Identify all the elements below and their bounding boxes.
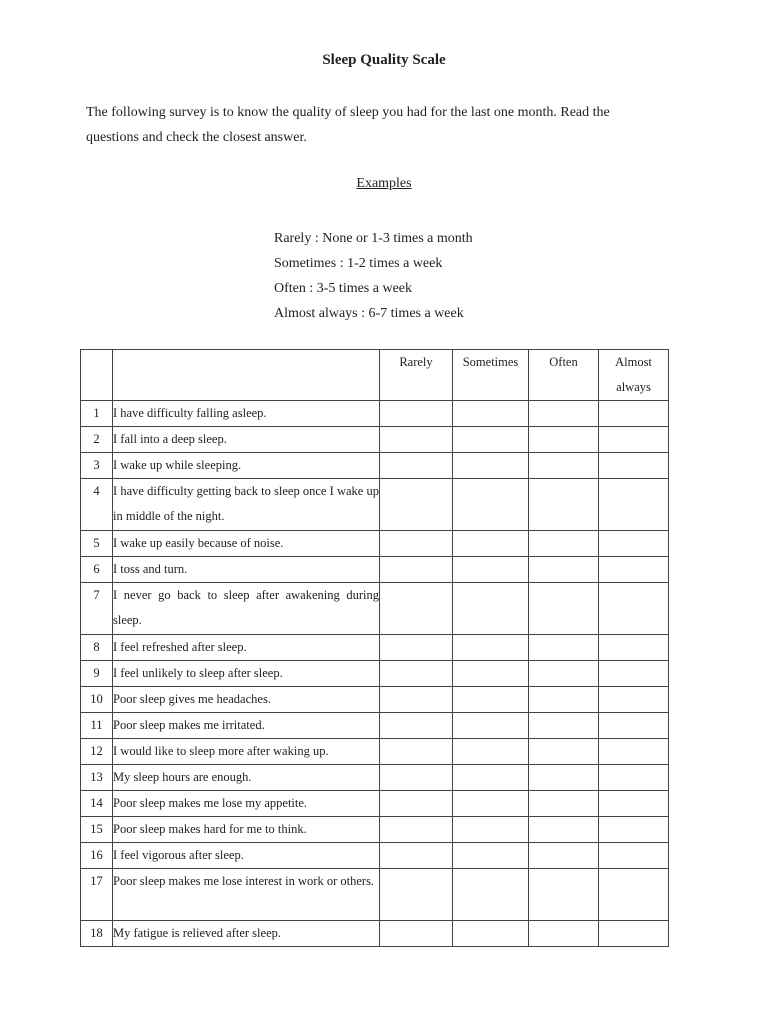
answer-cell-sometimes[interactable] xyxy=(453,453,529,479)
question-text: My sleep hours are enough. xyxy=(113,765,380,791)
answer-cell-rarely[interactable] xyxy=(380,531,453,557)
answer-cell-rarely[interactable] xyxy=(380,765,453,791)
answer-cell-often[interactable] xyxy=(529,557,599,583)
answer-cell-almost-always[interactable] xyxy=(599,661,669,687)
answer-cell-often[interactable] xyxy=(529,713,599,739)
answer-cell-often[interactable] xyxy=(529,765,599,791)
question-text: Poor sleep gives me headaches. xyxy=(113,687,380,713)
header-almost-always: Almost always xyxy=(599,350,669,401)
answer-cell-sometimes[interactable] xyxy=(453,765,529,791)
question-number: 17 xyxy=(81,869,113,921)
answer-cell-sometimes[interactable] xyxy=(453,661,529,687)
answer-cell-rarely[interactable] xyxy=(380,739,453,765)
answer-cell-often[interactable] xyxy=(529,583,599,635)
answer-cell-almost-always[interactable] xyxy=(599,843,669,869)
answer-cell-sometimes[interactable] xyxy=(453,713,529,739)
table-row xyxy=(81,765,669,791)
answer-cell-often[interactable] xyxy=(529,739,599,765)
question-text: I feel refreshed after sleep. xyxy=(113,635,380,661)
question-text: Poor sleep makes me lose interest in work or others. xyxy=(113,869,380,921)
answer-cell-almost-always[interactable] xyxy=(599,713,669,739)
question-number: 15 xyxy=(81,817,113,843)
survey-table xyxy=(80,349,669,947)
answer-cell-sometimes[interactable] xyxy=(453,687,529,713)
question-text: I never go back to sleep after awakening during sleep. xyxy=(113,583,380,635)
page-title: Sleep Quality Scale xyxy=(322,52,446,68)
answer-cell-often[interactable] xyxy=(529,817,599,843)
question-number: 7 xyxy=(81,583,113,635)
answer-cell-sometimes[interactable] xyxy=(453,921,529,947)
answer-cell-often[interactable] xyxy=(529,687,599,713)
question-text: Poor sleep makes hard for me to think. xyxy=(113,817,380,843)
answer-cell-almost-always[interactable] xyxy=(599,557,669,583)
question-text: My fatigue is relieved after sleep. xyxy=(113,921,380,947)
answer-cell-often[interactable] xyxy=(529,921,599,947)
answer-cell-almost-always[interactable] xyxy=(599,427,669,453)
table-row xyxy=(81,791,669,817)
answer-cell-rarely[interactable] xyxy=(380,583,453,635)
table-row xyxy=(81,713,669,739)
answer-cell-rarely[interactable] xyxy=(380,921,453,947)
table-row xyxy=(81,921,669,947)
answer-cell-often[interactable] xyxy=(529,843,599,869)
intro-line-2: questions and check the closest answer. xyxy=(86,130,307,145)
header-number xyxy=(81,350,113,401)
answer-cell-rarely[interactable] xyxy=(380,635,453,661)
answer-cell-rarely[interactable] xyxy=(380,817,453,843)
answer-cell-rarely[interactable] xyxy=(380,557,453,583)
answer-cell-sometimes[interactable] xyxy=(453,401,529,427)
question-number: 5 xyxy=(81,531,113,557)
answer-cell-almost-always[interactable] xyxy=(599,687,669,713)
question-text: I wake up easily because of noise. xyxy=(113,531,380,557)
examples-heading: Examples xyxy=(356,176,412,191)
answer-cell-sometimes[interactable] xyxy=(453,427,529,453)
answer-cell-rarely[interactable] xyxy=(380,843,453,869)
question-number: 3 xyxy=(81,453,113,479)
question-text: Poor sleep makes me irritated. xyxy=(113,713,380,739)
question-number: 1 xyxy=(81,401,113,427)
question-text: I have difficulty falling asleep. xyxy=(113,401,380,427)
answer-cell-often[interactable] xyxy=(529,427,599,453)
answer-cell-often[interactable] xyxy=(529,401,599,427)
answer-cell-almost-always[interactable] xyxy=(599,869,669,921)
answer-cell-rarely[interactable] xyxy=(380,791,453,817)
table-row xyxy=(81,843,669,869)
examples-list xyxy=(274,226,473,326)
table-header-row xyxy=(81,350,669,401)
question-text: I feel unlikely to sleep after sleep. xyxy=(113,661,380,687)
answer-cell-sometimes[interactable] xyxy=(453,739,529,765)
question-number: 12 xyxy=(81,739,113,765)
answer-cell-often[interactable] xyxy=(529,661,599,687)
answer-cell-almost-always[interactable] xyxy=(599,739,669,765)
answer-cell-rarely[interactable] xyxy=(380,427,453,453)
header-rarely: Rarely xyxy=(380,350,453,401)
question-number: 2 xyxy=(81,427,113,453)
answer-cell-almost-always[interactable] xyxy=(599,531,669,557)
header-sometimes: Sometimes xyxy=(453,350,529,401)
intro-paragraph xyxy=(86,100,678,150)
question-number: 4 xyxy=(81,479,113,531)
table-row xyxy=(81,453,669,479)
answer-cell-rarely[interactable] xyxy=(380,479,453,531)
table-row xyxy=(81,661,669,687)
answer-cell-almost-always[interactable] xyxy=(599,817,669,843)
answer-cell-sometimes[interactable] xyxy=(453,791,529,817)
answer-cell-almost-always[interactable] xyxy=(599,921,669,947)
answer-cell-almost-always[interactable] xyxy=(599,401,669,427)
answer-cell-almost-always[interactable] xyxy=(599,791,669,817)
question-text: I toss and turn. xyxy=(113,557,380,583)
question-number: 9 xyxy=(81,661,113,687)
question-text: I feel vigorous after sleep. xyxy=(113,843,380,869)
table-row xyxy=(81,531,669,557)
question-number: 11 xyxy=(81,713,113,739)
question-number: 13 xyxy=(81,765,113,791)
answer-cell-often[interactable] xyxy=(529,453,599,479)
answer-cell-often[interactable] xyxy=(529,791,599,817)
answer-cell-sometimes[interactable] xyxy=(453,843,529,869)
table-row xyxy=(81,479,669,531)
answer-cell-rarely[interactable] xyxy=(380,401,453,427)
question-text: I fall into a deep sleep. xyxy=(113,427,380,453)
answer-cell-almost-always[interactable] xyxy=(599,453,669,479)
intro-line-1: The following survey is to know the quality of sleep you had for the last one month. Read the xyxy=(86,105,610,120)
answer-cell-rarely[interactable] xyxy=(380,687,453,713)
answer-cell-rarely[interactable] xyxy=(380,661,453,687)
answer-cell-sometimes[interactable] xyxy=(453,531,529,557)
table-row xyxy=(81,739,669,765)
answer-cell-rarely[interactable] xyxy=(380,453,453,479)
example-sometimes: Sometimes : 1-2 times a week xyxy=(274,256,443,271)
table-row xyxy=(81,817,669,843)
question-text: I would like to sleep more after waking up. xyxy=(113,739,380,765)
table-row xyxy=(81,401,669,427)
answer-cell-sometimes[interactable] xyxy=(453,869,529,921)
answer-cell-sometimes[interactable] xyxy=(453,583,529,635)
example-rarely: Rarely : None or 1-3 times a month xyxy=(274,231,473,246)
answer-cell-rarely[interactable] xyxy=(380,713,453,739)
answer-cell-often[interactable] xyxy=(529,531,599,557)
answer-cell-sometimes[interactable] xyxy=(453,479,529,531)
answer-cell-sometimes[interactable] xyxy=(453,557,529,583)
header-question xyxy=(113,350,380,401)
answer-cell-sometimes[interactable] xyxy=(453,817,529,843)
survey-body xyxy=(81,401,669,947)
example-almost-always: Almost always : 6-7 times a week xyxy=(274,306,464,321)
table-row xyxy=(81,687,669,713)
question-text: I have difficulty getting back to sleep once I wake up in middle of the night. xyxy=(113,479,380,531)
question-text: Poor sleep makes me lose my appetite. xyxy=(113,791,380,817)
header-often: Often xyxy=(529,350,599,401)
answer-cell-often[interactable] xyxy=(529,479,599,531)
answer-cell-often[interactable] xyxy=(529,635,599,661)
question-number: 16 xyxy=(81,843,113,869)
question-number: 14 xyxy=(81,791,113,817)
question-number: 6 xyxy=(81,557,113,583)
answer-cell-almost-always[interactable] xyxy=(599,765,669,791)
table-row xyxy=(81,635,669,661)
question-number: 18 xyxy=(81,921,113,947)
table-row xyxy=(81,869,669,921)
answer-cell-often[interactable] xyxy=(529,869,599,921)
answer-cell-sometimes[interactable] xyxy=(453,635,529,661)
answer-cell-almost-always[interactable] xyxy=(599,583,669,635)
question-number: 10 xyxy=(81,687,113,713)
table-row xyxy=(81,583,669,635)
example-often: Often : 3-5 times a week xyxy=(274,281,413,296)
answer-cell-almost-always[interactable] xyxy=(599,635,669,661)
question-text: I wake up while sleeping. xyxy=(113,453,380,479)
answer-cell-rarely[interactable] xyxy=(380,869,453,921)
answer-cell-almost-always[interactable] xyxy=(599,479,669,531)
table-row xyxy=(81,427,669,453)
question-number: 8 xyxy=(81,635,113,661)
table-row xyxy=(81,557,669,583)
